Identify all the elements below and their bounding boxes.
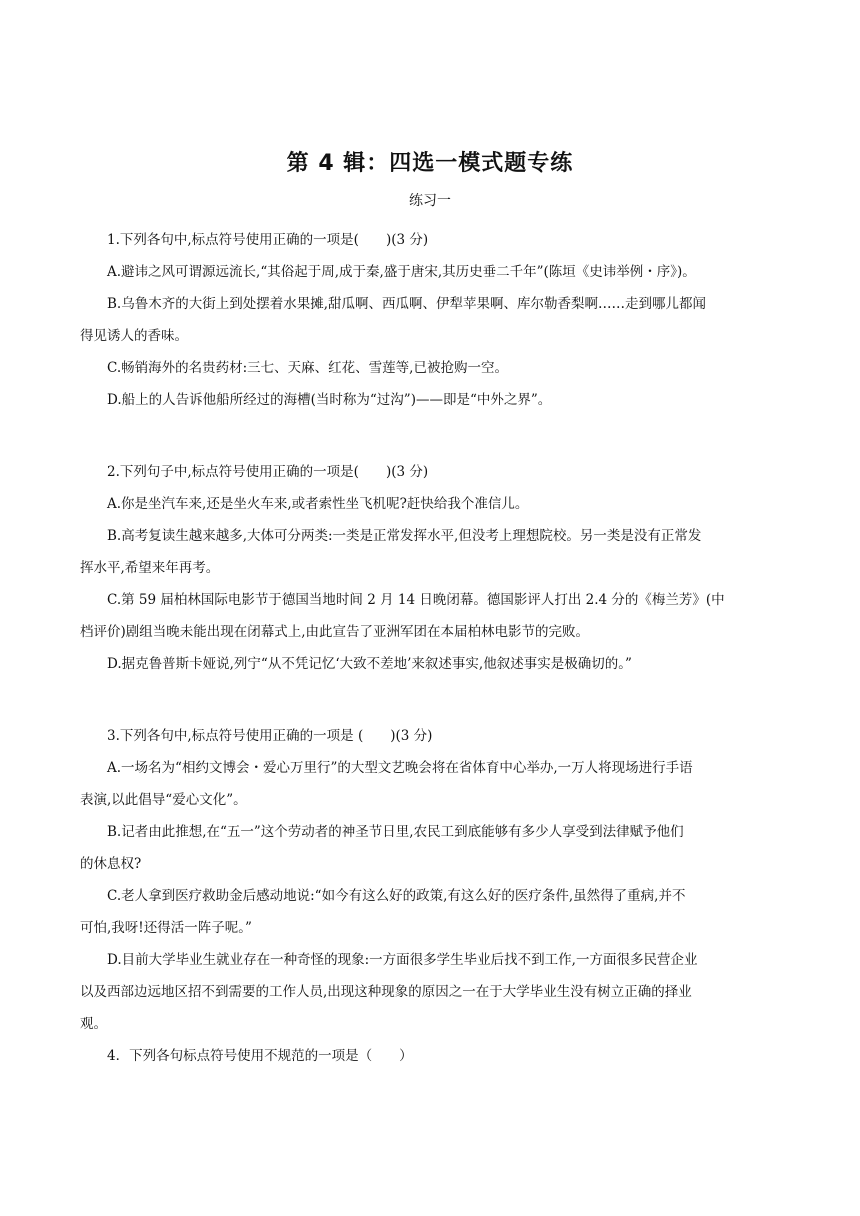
- page-subtitle: 练习一: [409, 193, 451, 209]
- question-2-option-d: D.据克鲁普斯卡娅说,列宁“从不凭记忆‘大致不差地’来叙述事实,他叙述事实是极确切的。”: [107, 656, 632, 672]
- question-1: [80, 224, 782, 416]
- question-1-option-d: D.船上的人告诉他船所经过的海槽(当时称为“过沟”)——即是“中外之界”。: [107, 392, 552, 408]
- question-2-option-b: B.高考复读生越来越多,大体可分两类:一类是正常发挥水平,但没考上理想院校。另一类是没有正常发: [107, 528, 702, 544]
- question-3-option-d: D.目前大学毕业生就业存在一种奇怪的现象:一方面很多学生毕业后找不到工作,一方面很多民营企业: [107, 952, 698, 968]
- question-3-option-c-cont: 可怕,我呀!还得活一阵子呢。”: [80, 920, 252, 936]
- question-3-option-a: A.一场名为“相约文博会・爱心万里行”的大型文艺晚会将在省体育中心举办,一万人将现场进行手语: [107, 760, 693, 776]
- question-list: [80, 224, 782, 1072]
- question-3-option-d-cont-2: 观。: [80, 1016, 107, 1032]
- question-2-option-c: C.第 59 届柏林国际电影节于德国当地时间 2 月 14 日晚闭幕。德国影评人打出 2.4 分的《梅兰芳》(中: [107, 592, 725, 608]
- question-1-option-a: A.避讳之风可谓源远流长,“其俗起于周,成于秦,盛于唐宋,其历史垂二千年”(陈垣《史讳举例・序》)。: [107, 264, 696, 280]
- question-3-option-d-cont: 以及西部边远地区招不到需要的工作人员,出现这种现象的原因之一在于大学毕业生没有树立正确的择业: [80, 984, 692, 1000]
- question-3-option-c: C.老人拿到医疗救助金后感动地说:“如今有这么好的政策,有这么好的医疗条件,虽然得了重病,并不: [107, 888, 686, 904]
- question-2-option-b-cont: 挥水平,希望来年再考。: [80, 560, 220, 576]
- question-4: [80, 1040, 782, 1072]
- question-1-option-b-cont: 得见诱人的香味。: [80, 328, 188, 344]
- page-title: 第 4 辑：四选一模式题专练: [286, 151, 574, 176]
- question-3-option-b-cont: 的休息权?: [80, 856, 142, 872]
- question-1-option-c: C.畅销海外的名贵药材:三七、天麻、红花、雪莲等,已被抢购一空。: [107, 360, 508, 376]
- question-2-option-c-cont: 档评价)剧组当晚未能出现在闭幕式上,由此宣告了亚洲军团在本届柏林电影节的完败。: [80, 624, 590, 640]
- question-3-option-b: B.记者由此推想,在“五一”这个劳动者的神圣节日里,农民工到底能够有多少人享受到法律赋予他们: [107, 824, 684, 840]
- question-2-option-a: A.你是坐汽车来,还是坐火车来,或者索性坐飞机呢?赶快给我个准信儿。: [107, 496, 529, 512]
- question-3-option-a-cont: 表演,以此倡导“爱心文化”。: [80, 792, 247, 808]
- question-2-stem: 2.下列句子中,标点符号使用正确的一项是( )(3 分): [107, 464, 429, 480]
- question-3: [80, 720, 782, 1040]
- question-1-option-b: B.乌鲁木齐的大街上到处摆着水果摊,甜瓜啊、西瓜啊、伊犁苹果啊、库尔勒香梨啊……走到哪儿都闻: [107, 296, 707, 312]
- question-1-stem: 1.下列各句中,标点符号使用正确的一项是( )(3 分): [107, 232, 429, 248]
- question-3-stem: 3.下列各句中,标点符号使用正确的一项是 ( )(3 分): [107, 728, 433, 744]
- question-4-stem: 4．下列各句标点符号使用不规范的一项是（ ）: [107, 1048, 413, 1064]
- question-2: [80, 456, 782, 680]
